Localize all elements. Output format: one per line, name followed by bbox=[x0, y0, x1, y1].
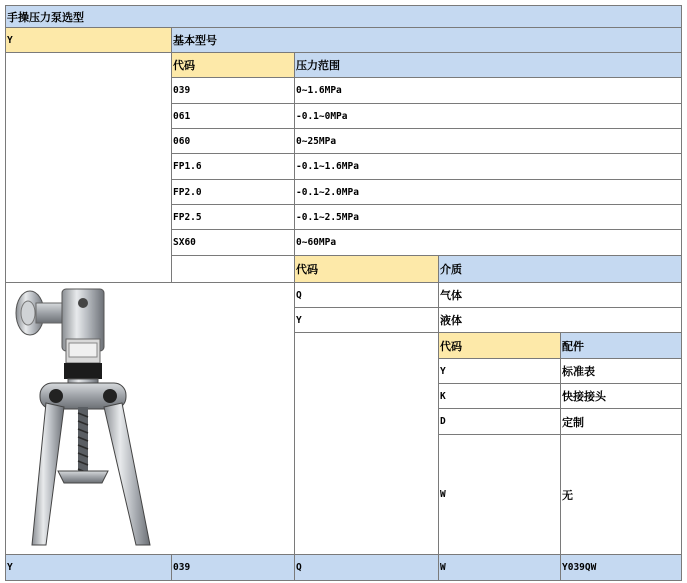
example-result: Y039QW bbox=[561, 555, 682, 581]
basic-row-range: -0.1~1.6MPa bbox=[295, 154, 682, 180]
basic-row-code: 039 bbox=[172, 78, 295, 104]
blank-cell bbox=[5, 53, 172, 283]
medium-row-code: Q bbox=[295, 283, 439, 308]
basic-row-code: 061 bbox=[172, 104, 295, 129]
basic-row-range: -0.1~2.5MPa bbox=[295, 205, 682, 230]
hand-pump-image bbox=[6, 283, 172, 555]
accessory-row-label: 标准表 bbox=[561, 359, 682, 384]
example-cell: Q bbox=[295, 555, 439, 581]
basic-row-code: FP2.0 bbox=[172, 180, 295, 205]
medium-label-header: 介质 bbox=[439, 256, 682, 283]
basic-row-code: SX60 bbox=[172, 230, 295, 256]
example-cell: W bbox=[439, 555, 561, 581]
accessory-row-code: D bbox=[439, 409, 561, 435]
basic-row-range: 0~1.6MPa bbox=[295, 78, 682, 104]
accessory-row-code: W bbox=[439, 435, 561, 555]
basic-row-range: 0~60MPa bbox=[295, 230, 682, 256]
medium-row-label: 液体 bbox=[439, 308, 682, 333]
basic-row-code: 060 bbox=[172, 129, 295, 154]
accessory-row-label: 定制 bbox=[561, 409, 682, 435]
basic-code-header: 代码 bbox=[172, 53, 295, 78]
basic-row-range: -0.1~2.0MPa bbox=[295, 180, 682, 205]
blank-cell bbox=[172, 256, 295, 283]
basic-row-range: 0~25MPa bbox=[295, 129, 682, 154]
basic-range-header: 压力范围 bbox=[295, 53, 682, 78]
basic-row-code: FP1.6 bbox=[172, 154, 295, 180]
medium-row-label: 气体 bbox=[439, 283, 682, 308]
accessory-code-header: 代码 bbox=[439, 333, 561, 359]
basic-row-code: FP2.5 bbox=[172, 205, 295, 230]
basic-row-range: -0.1~0MPa bbox=[295, 104, 682, 129]
medium-row-code: Y bbox=[295, 308, 439, 333]
accessory-label-header: 配件 bbox=[561, 333, 682, 359]
accessory-row-code: K bbox=[439, 384, 561, 409]
medium-code-header: 代码 bbox=[295, 256, 439, 283]
accessory-row-code: Y bbox=[439, 359, 561, 384]
basic-code-cell: Y bbox=[5, 28, 172, 53]
example-cell: 039 bbox=[172, 555, 295, 581]
example-cell: Y bbox=[5, 555, 172, 581]
accessory-row-label: 无 bbox=[561, 435, 682, 555]
basic-model-label: 基本型号 bbox=[172, 28, 682, 53]
blank-cell bbox=[295, 333, 439, 555]
table-title: 手操压力泵选型 bbox=[5, 5, 682, 28]
accessory-row-label: 快接接头 bbox=[561, 384, 682, 409]
